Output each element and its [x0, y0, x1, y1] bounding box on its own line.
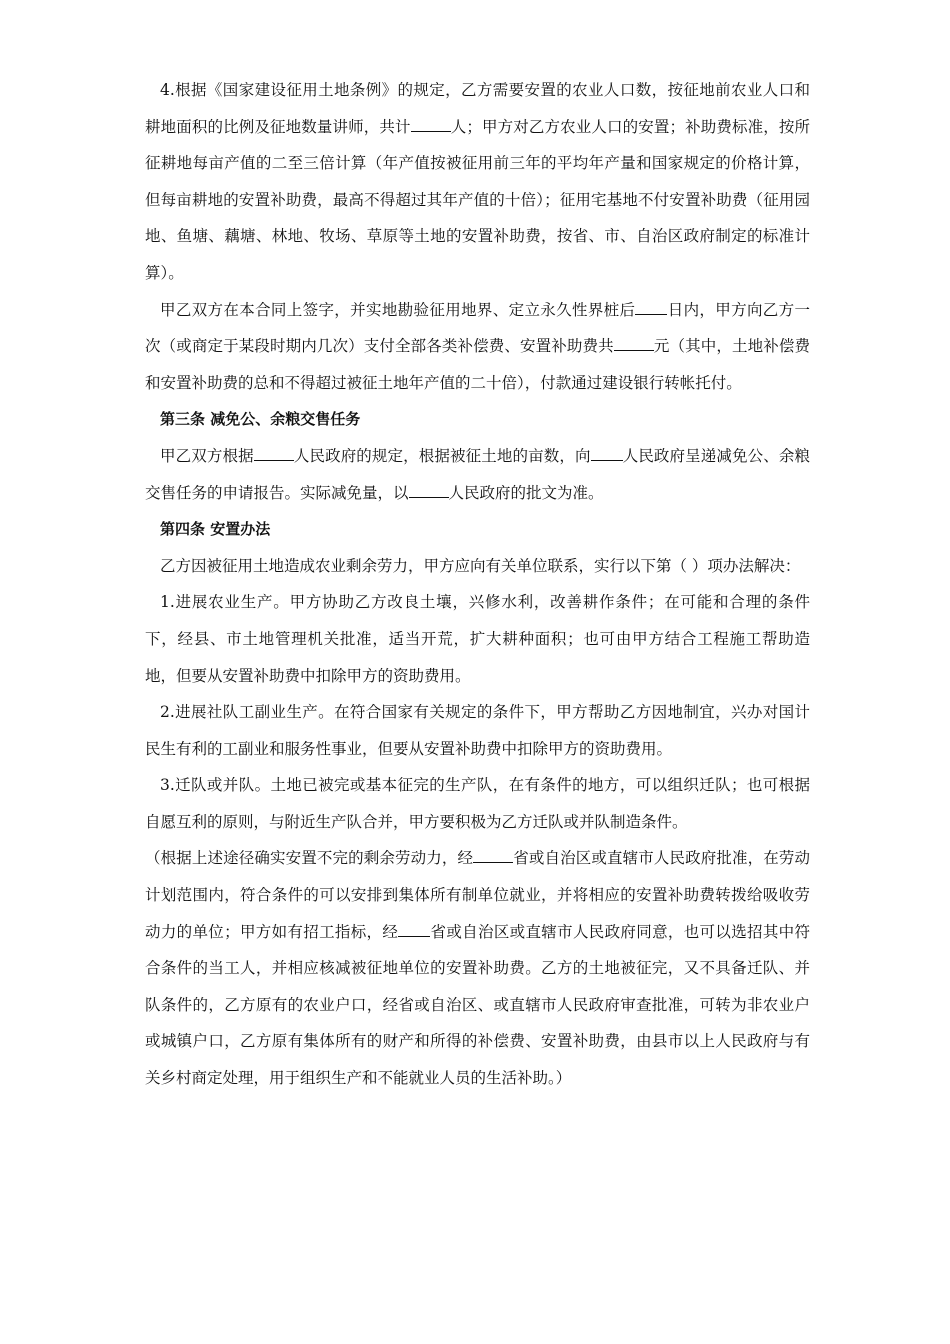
note-text-a: （根据上述途径确实安置不完的剩余劳动力，经: [145, 849, 474, 868]
article-3-text-d: 人民政府的批文为准。: [448, 483, 604, 502]
article-4-heading: 第四条 安置办法: [160, 520, 271, 539]
article-3-paragraph: [145, 438, 810, 511]
days-blank: [635, 296, 667, 315]
article-4-item-3: 3.迁队或并队。土地已被完或基本征完的生产队，在有条件的地方，可以组织迁队；也可根据自愿互利的原则，与附近生产队合并，甲方要积极为乙方迁队或并队制造条件。: [145, 776, 810, 831]
contract-body: [145, 72, 810, 1097]
article-3-text-b: 人民政府的规定，根据被征土地的亩数，向: [293, 446, 591, 465]
note-text-b: 省或自治区或直辖市人民政府批准，在劳动计划范围内，符合条件的可以安排到集体所有制单位就业，并将相应的安置补助费转拨给吸收劳动力的单位；甲方如有招工指标，经: [145, 849, 810, 941]
payment-paragraph: [145, 292, 810, 402]
article-3-heading: 第三条 减免公、余粮交售任务: [160, 410, 361, 429]
article-3-text-c: 人民政府呈递减免公、余粮交售任务的申请报告。实际减免量，以: [145, 446, 810, 502]
province-blank-2: [398, 918, 430, 937]
item-4-text-b: 人；甲方对乙方农业人口的安置；补助费标准，按所征耕地每亩产值的二至三倍计算（年产值按被征用前三年的平均年产量和国家规定的价格计算，但每亩耕地的安置补助费，最高不得超过其年产值的十倍）；征用宅基地不付安置补助费（征用园地、鱼塘、藕塘、林地、牧场、草原等土地的安置补助费，按省、市、自治区政府制定的标准计算）。: [145, 117, 810, 282]
article-4-intro: 乙方因被征用土地造成农业剩余劳力，甲方应向有关单位联系，实行以下第（ ）项办法解决：: [160, 556, 801, 575]
note-text-c: 省或自治区或直辖市人民政府同意，也可以选招其中符合条件的当工人，并相应核减被征地单位的安置补助费。乙方的土地被征完，又不具备迁队、并队条件的，乙方原有的农业户口，经省或自治区、或直辖市人民政府审查批准，可转为非农业户或城镇户口，乙方原有集体所有的财产和所得的补偿费、安置补助费，由县市以上人民政府与有关乡村商定处理，用于组织生产和不能就业人员的生活补助。）: [145, 922, 810, 1088]
government-blank-1: [254, 442, 294, 461]
article-4-note: [145, 840, 810, 1096]
government-blank-3: [409, 479, 449, 498]
article-4-item-1: 1.进展农业生产。甲方协助乙方改良土壤，兴修水利，改善耕作条件；在可能和合理的条件下，经县、市土地管理机关批准，适当开荒，扩大耕种面积；也可由甲方结合工程施工帮助造地，但要从安置补助费中扣除甲方的资助费用。: [145, 593, 810, 685]
province-blank-1: [473, 844, 513, 863]
amount-blank: [614, 332, 654, 351]
article-4-item-2: 2.进展社队工副业生产。在符合国家有关规定的条件下，甲方帮助乙方因地制宜，兴办对国计民生有利的工副业和服务性事业，但要从安置补助费中扣除甲方的资助费用。: [145, 703, 810, 758]
payment-text-b: 日内，甲方向乙方一次（或商定于某段时期内几次）支付全部各类补偿费、安置补助费共: [145, 300, 810, 356]
article-3-text-a: 甲乙双方根据: [160, 446, 254, 465]
government-blank-2: [591, 442, 623, 461]
population-blank: [411, 113, 451, 132]
item-4-text-a: 4.根据《国家建设征用土地条例》的规定，乙方需要安置的农业人口数，按征地前农业人口和耕地面积的比例及征地数量讲师，共计: [145, 81, 810, 136]
payment-text-a: 甲乙双方在本合同上签字，并实地勘验征用地界、定立永久性界桩后: [160, 300, 636, 319]
payment-text-c: 元（其中，土地补偿费和安置补助费的总和不得超过被征土地年产值的二十倍），付款通过建设银行转帐托付。: [145, 337, 810, 392]
item-4-paragraph: [145, 72, 810, 292]
